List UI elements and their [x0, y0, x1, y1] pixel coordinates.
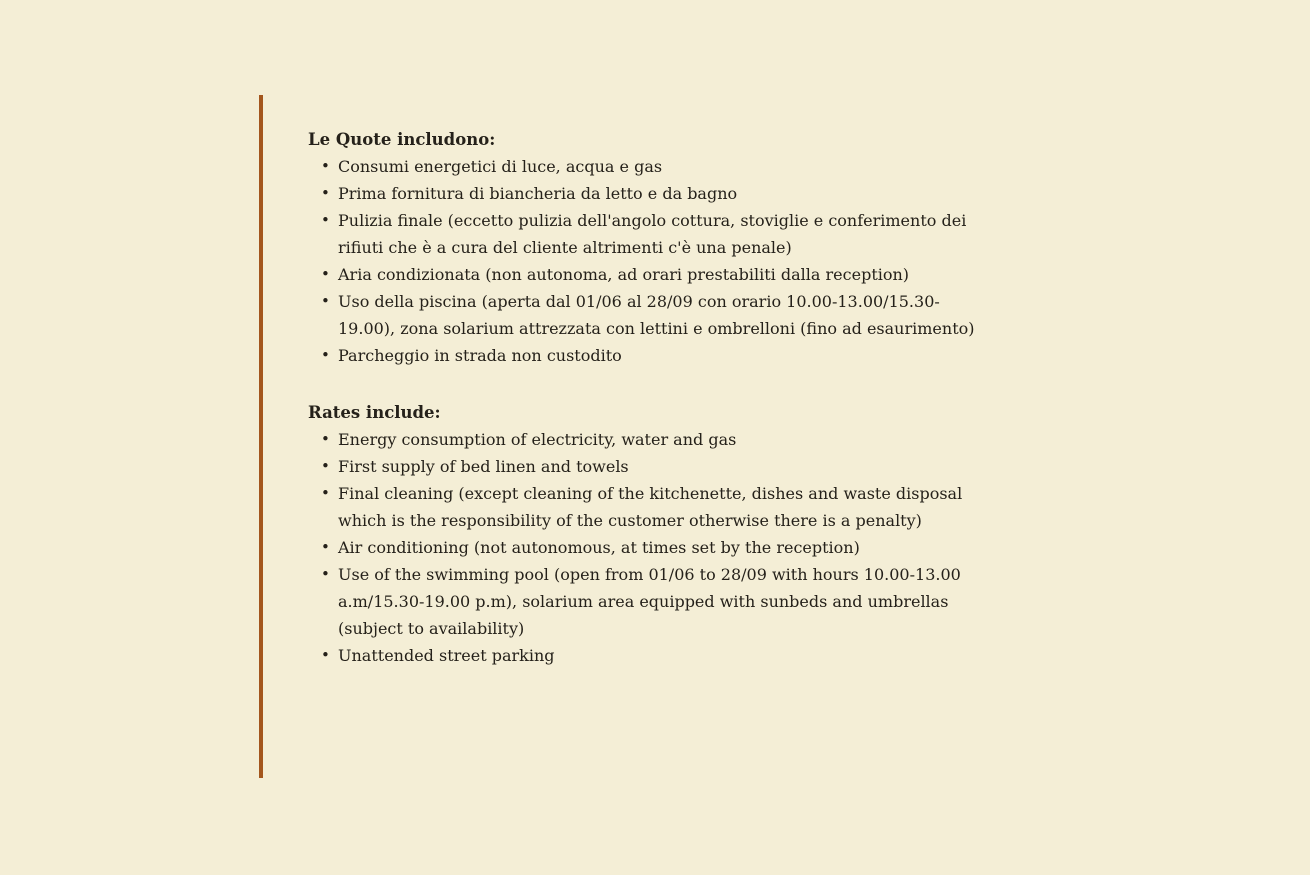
section-heading-italian: Le Quote includono:	[308, 130, 496, 149]
list-item: • Consumi energetici di luce, acqua e gas	[308, 153, 980, 180]
section-english-rates	[308, 399, 1008, 669]
list-item: • Prima fornitura di biancheria da letto e da bagno	[308, 180, 980, 207]
section-heading-english: Rates include:	[308, 403, 441, 422]
list-item: • Pulizia finale (eccetto pulizia dell'angolo cottura, stoviglie e conferimento dei rifiuti che è a cura del cliente altrimenti c'è una penale)	[308, 207, 980, 261]
bullet-list-english	[308, 426, 980, 669]
list-item: • Final cleaning (except cleaning of the kitchenette, dishes and waste disposal which is the responsibility of the customer otherwise there is a penalty)	[308, 480, 980, 534]
list-item: • Parcheggio in strada non custodito	[308, 342, 980, 369]
list-item: • First supply of bed linen and towels	[308, 453, 980, 480]
section-italian-rates	[308, 126, 1008, 369]
list-item: • Energy consumption of electricity, water and gas	[308, 426, 980, 453]
list-item: • Unattended street parking	[308, 642, 980, 669]
list-item: • Air conditioning (not autonomous, at times set by the reception)	[308, 534, 980, 561]
document-content	[308, 126, 1008, 669]
list-item: • Use of the swimming pool (open from 01/06 to 28/09 with hours 10.00-13.00 a.m/15.30-19.00 p.m), solarium area equipped with sunbeds and umbrellas (subject to availability)	[308, 561, 980, 642]
bullet-list-italian	[308, 153, 980, 369]
list-item: • Uso della piscina (aperta dal 01/06 al 28/09 con orario 10.00-13.00/15.30-19.00), zona solarium attrezzata con lettini e ombrelloni (fino ad esaurimento)	[308, 288, 980, 342]
vertical-accent-rule	[259, 95, 263, 778]
list-item: • Aria condizionata (non autonoma, ad orari prestabiliti dalla reception)	[308, 261, 980, 288]
